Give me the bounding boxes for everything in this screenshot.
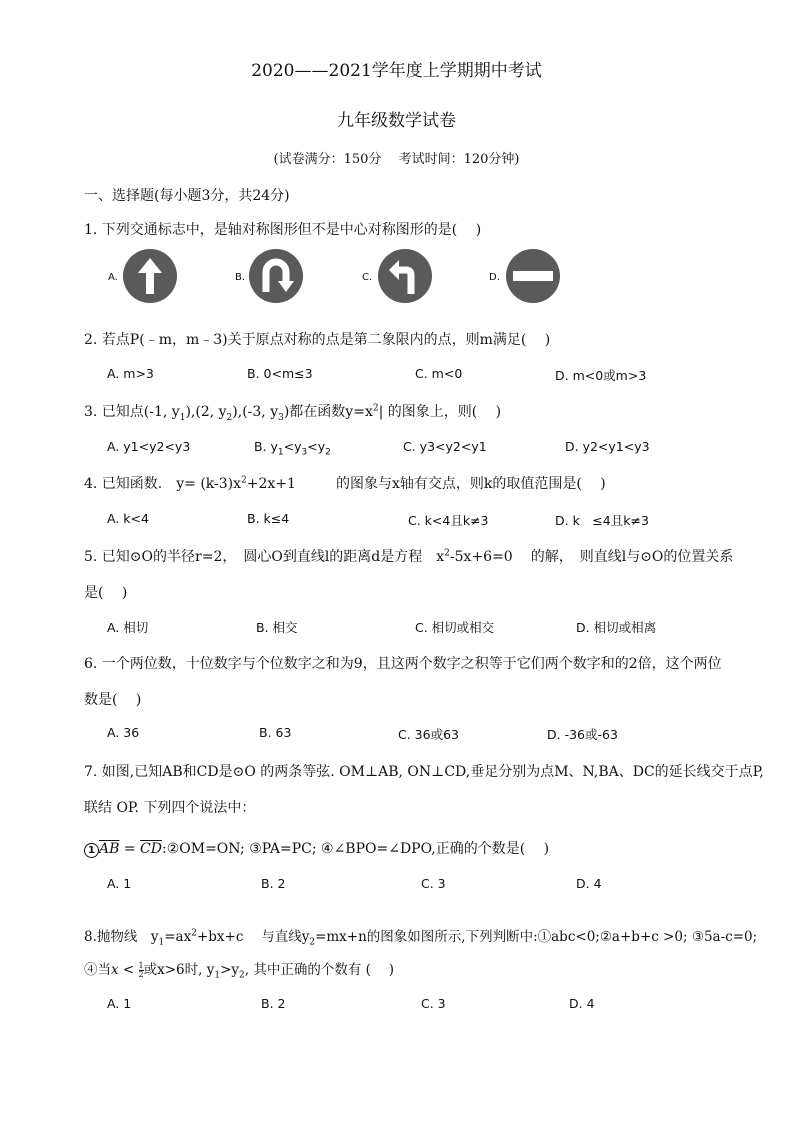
arc-ab: $\overline{AB}$: [99, 841, 120, 857]
arc-cd: $\overline{CD}$: [140, 841, 162, 857]
question-7-option-c: C. 3: [421, 876, 446, 891]
question-6-text-line2: 数是( ): [84, 692, 142, 708]
question-3-text: 3. 已知点(-1, $y_1),(2$, $y_2),(-3$, $y_3$)都在函数$y=x^2|$ 的图象上，则( ): [84, 403, 502, 423]
question-8-option-a: A. 1: [107, 996, 132, 1011]
arrow-up-icon: [122, 248, 178, 304]
question-5-text: 5. 已知⊙O的半径r=2， 圆心O到直线l的距离d是方程 $x^2-5x+6=0$ 的解， 则直线l与⊙O的位置关系: [84, 548, 734, 565]
paper-subtitle: 九年级数学试卷: [337, 111, 456, 131]
question-8-option-b: B. 2: [261, 996, 286, 1011]
option-c-label: C.: [362, 272, 373, 283]
question-4-text: 4. 已知函数. $y= (k-3)x^2+2x+1$ 的图象与x轴有交点，则k的取值范围是( ): [84, 475, 606, 492]
option-b-label: B.: [235, 272, 246, 283]
exam-info: (试卷满分：150分 考试时间：120分钟): [273, 152, 520, 167]
question-2-text: 2. 若点P(﹣m，m﹣3)关于原点对称的点是第二象限内的点，则m满足( ): [84, 332, 551, 348]
question-8-option-c: C. 3: [421, 996, 446, 1011]
question-6-option-a: A. 36: [107, 725, 140, 740]
question-7-text-line3: 1 $\overline{AB}$ = $\overline{CD}:②OM=ON$; ③PA=PC; ④∠BPO=∠DPO,正确的个数是( ): [84, 838, 549, 858]
question-7-text: 7. 如图,已知AB和CD是⊙O 的两条等弦. OM⊥AB, ON⊥CD,垂足分别为点M、N,BA、DC的延长线交于点P,: [84, 764, 764, 780]
question-2-option-c: C. m<0: [415, 366, 463, 381]
question-3-option-b: B. $y_1<y_3<y_2$: [254, 439, 331, 458]
question-8-text: 8.抛物线 $y_1=ax^2+bx+c$ 与直线$y_2=mx+n$的图象如图所示,下列判断中:①abc<0;②a+b+c >0; ③5a-c=0;: [84, 928, 758, 948]
question-2-option-d: D. m<0或m>3: [555, 368, 647, 383]
question-5-option-a: A. 相切: [107, 620, 149, 635]
question-2-option-a: A. m>3: [107, 366, 154, 381]
question-6-option-c: C. 36或63: [398, 727, 459, 742]
question-8-text-line2: ④当x < $\frac{1}{2}$ 或x>6时, $y_1>y_2$, 其中正确的个数有 ( ): [84, 961, 394, 981]
question-3-option-c: C. y3<y2<y1: [403, 439, 487, 454]
question-1-text: 1. 下列交通标志中，是轴对称图形但不是中心对称图形的是( ): [84, 222, 482, 238]
question-8-option-d: D. 4: [569, 996, 595, 1011]
question-4-option-d: D. k ≤4且k≠3: [555, 513, 649, 528]
question-4-option-b: B. k≤4: [247, 511, 290, 526]
question-4-option-a: A. k<4: [107, 511, 149, 526]
question-5-option-c: C. 相切或相交: [415, 620, 495, 635]
question-7-option-a: A. 1: [107, 876, 132, 891]
fraction-one-half: $\frac{1}{2}$: [138, 961, 144, 979]
no-entry-icon: [505, 248, 561, 304]
question-2-option-b: B. 0<m≤3: [247, 366, 313, 381]
question-7-text-line2: 联结 OP. 下列四个说法中：: [84, 800, 256, 816]
option-d-label: D.: [489, 272, 500, 283]
question-3-option-d: D. y2<y1<y3: [565, 439, 650, 454]
question-4-option-c: C. k<4且k≠3: [408, 513, 489, 528]
u-turn-icon: [248, 248, 304, 304]
exam-title: 2020——2021学年度上学期期中考试: [251, 61, 542, 81]
question-5-option-b: B. 相交: [256, 620, 298, 635]
question-6-option-b: B. 63: [259, 725, 292, 740]
question-7-option-d: D. 4: [576, 876, 602, 891]
turn-left-icon: [377, 248, 433, 304]
question-6-option-d: D. -36或-63: [547, 727, 618, 742]
question-6-text: 6. 一个两位数，十位数字与个位数字之和为9，且这两个数字之积等于它们两个数字和的2倍，这个两位: [84, 656, 722, 672]
question-5-text-line2: 是( ): [84, 585, 128, 601]
question-3-option-a: A. y1<y2<y3: [107, 439, 191, 454]
option-a-label: A.: [108, 272, 118, 283]
section-heading: 一、选择题(每小题3分，共24分): [84, 188, 290, 204]
circled-number: 1: [84, 843, 99, 858]
question-5-option-d: D. 相切或相离: [576, 620, 657, 635]
question-7-option-b: B. 2: [261, 876, 286, 891]
